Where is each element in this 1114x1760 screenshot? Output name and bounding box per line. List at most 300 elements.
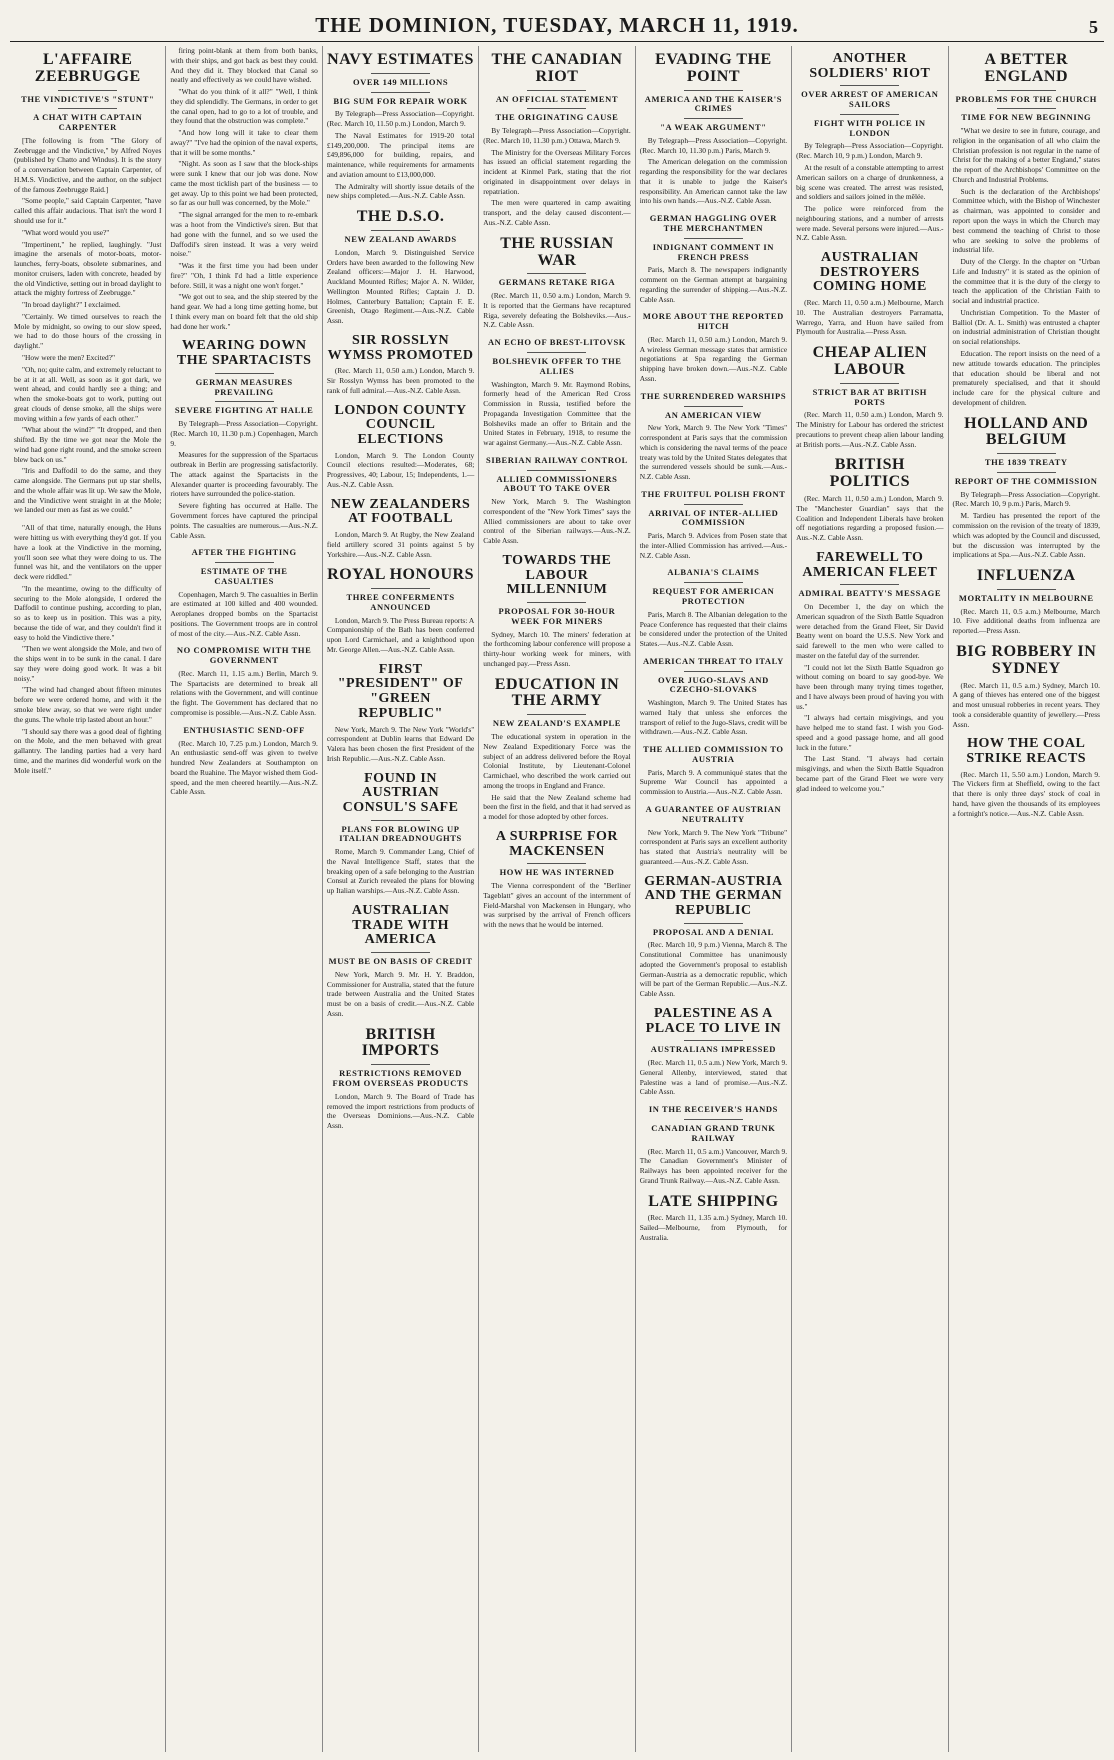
article-paragraph: "Night. As soon as I saw that the block-ships were sunk I knew that our job was done. Now came the most ticklish part of the business — to get away. Up to this point we had been protected, so far as our hull was concerned, by the Mole." [170,159,318,208]
article-body [640,1058,787,1097]
article-body [640,1147,787,1186]
article-paragraph: "What we desire to see in future, courage, and religion in the organisation of all who claim the Christian profession is not regular in the name of Christ for the making of a better England," states the report of the Archbishops' Committee on the Church and Industrial Problems. [952,126,1100,184]
article-headline: NAVY ESTIMATES [327,51,474,68]
article-body [640,698,787,737]
article-paragraph: London, March 9. At Rugby, the New Zealand field artillery scored 31 points against 5 by Yorkshire.—Aus.-N.Z. Cable Assn. [326,530,475,559]
article-body [640,423,787,482]
article-headline: BIG ROBBERY IN SYDNEY [956,642,1097,677]
article-paragraph: "What word would you use?" [22,227,110,237]
article-paragraph: "The wind had changed about fifteen minutes before we were ordered home, and with it the smoke blew away, so that we were right under the guns. The whole trip lasted about an hour." [14,685,162,724]
headline-rule [684,118,743,119]
headline-rule [371,1064,430,1065]
article-body [327,366,474,395]
article-headline: BRITISH IMPORTS [361,1025,440,1060]
headline-rule [371,92,430,93]
article-subhead: ARRIVAL OF INTER-ALLIED COMMISSION [648,507,779,528]
article-body [483,291,630,330]
article-paragraph: (Rec. March 11, 0.50 a.m.) London, March 9. It is reported that the Germans have recaptured Riga, severely defeating the Bolsheviks.—Aus.-N.Z. Cable Assn. [483,291,631,330]
article-headline: AUSTRALIAN TRADE WITH AMERICA [351,903,450,948]
article-paragraph: By Telegraph—Press Association—Copyright. (Rec. March 10, 11.30 p.m.) Copenhagen, March 9. [170,419,318,448]
article-paragraph: The Admiralty will shortly issue details of the new ships completed.—Aus.-N.Z. Cable Assn. [326,181,475,201]
article-paragraph: (Rec. March 11, 0.5 a.m.) Vancouver, March 9. The Canadian Government's Minister of Railways has been appointed receiver for the Grand Trunk Railway.—Aus.-N.Z. Cable Assn. [639,1146,788,1185]
article [796,551,943,794]
article-headline: SIR ROSSLYN WYMSS PROMOTED [327,332,474,363]
article-subhead: SEVERE FIGHTING AT HALLE [174,405,314,416]
article-headline: THE D.S.O. [356,208,445,226]
article-paragraph: "Oh, no; quite calm, and extremely reluctant to be at it at all. Well, as soon as it got dark, we went ahead, and could hardly see a thing; and when the smoke-boats got to work, putting out great clouds of dense smoke, all the ships were moving within a few yards of each other." [14,364,162,423]
article-headline: CHEAP ALIEN LABOUR [812,344,928,379]
article-paragraph: The American delegation on the commission regarding the responsibility for the war declares that it is unable to judge the Kaiser's responsibility. An American cannot take the law into his own hands.—Aus.-N.Z. Cable Assn. [639,157,788,206]
article [327,663,474,764]
article-paragraph: Copenhagen, March 9. The casualties in Berlin are estimated at 100 killed and 400 wounded. Aeroplanes dropped bombs on the Spartacist positions. The Government troops are in control of most of the city.—Aus.-N.Z. Cable Assn. [170,589,318,638]
article [796,251,943,337]
article-paragraph: Duty of the Clergy. In the chapter on "Urban Life and Industry" it is stated as the opinion of the committee that it is the duty of the clergy to teach the application of the Christian Faith to social and industrial practice. [952,257,1100,306]
article-paragraph: (Rec. March 10, 9 p.m.) Vienna, March 8. The Constitutional Committee has unanimously adopted the Government's proposal to establish German-Austria as a democratic republic, which will be part of the German Republic.—Aus.-N.Z. Cable Assn. [639,940,788,999]
article-subhead: ENTHUSIASTIC SEND-OFF [183,724,305,735]
article-headline: PALESTINE AS A PLACE TO LIVE IN [645,1006,782,1036]
headline-rule [684,238,743,239]
column-1 [10,46,166,1752]
headline-rule [684,582,743,583]
article-paragraph: "Then we went alongside the Mole, and two of the ships went in to be sunk in the canal. I dare say they were doing good work. It was a bit noisy." [14,644,162,683]
article-body [640,828,787,867]
newspaper-title: THE DOMINION, TUESDAY, MARCH 11, 1919. [315,13,799,37]
article [14,52,161,515]
article [640,490,787,561]
article-body [796,298,943,337]
article-paragraph: "All of that time, naturally enough, the Huns were hitting us with everything they'd got. If you have a look at the Vindictive in the morning, you'll soon see what they were doing to us. The funnel was hit, and the ventilators on the upper deck were riddled." [14,523,162,582]
article [170,646,317,717]
article-headline: EDUCATION IN THE ARMY [494,675,620,710]
article-paragraph: Such is the declaration of the Archbishops' Committee which, with the Bishop of Winchester as chairman, was appointed to consider and report upon the ways in which the Church may best commend the teaching of Christ to those who are seeking to solve the problems of industrial life. [952,186,1100,255]
article [327,772,474,896]
article-body [14,523,161,775]
article-body [483,380,630,448]
article-subhead: SIBERIAN RAILWAY CONTROL [486,454,628,465]
article-subhead: THE FRUITFUL POLISH FRONT [641,488,786,499]
article-paragraph: (Rec. March 11, 0.50 a.m.) London, March 9. The "Manchester Guardian" says that the Coalition and Independent Liberals have broken off negotiations regarding a proposed fusion.—Aus.-N.Z. Cable Assn. [796,494,944,543]
article-subhead: NEW ZEALAND'S EXAMPLE [492,718,622,729]
article-subhead: MUST BE ON BASIS OF CREDIT [328,956,473,967]
headline-rule [997,108,1056,109]
article-body [170,419,317,540]
article-paragraph: New York, March 9. The New York "Tribune" correspondent at Paris says an excellent authority has stated that Austria's neutrality will be guaranteed.—Aus.-N.Z. Cable Assn. [639,827,788,866]
article [640,1194,787,1243]
article [953,52,1100,408]
article-body [483,126,630,228]
article-headline: NEW ZEALANDERS AT FOOTBALL [330,496,471,527]
article-subhead: GERMAN HAGGLING OVER THE MERCHANTMEN [649,213,778,234]
column-6 [792,46,948,1752]
article-subhead: PROPOSAL FOR 30-HOUR WEEK FOR MINERS [498,606,616,626]
article-paragraph: Measures for the suppression of the Spartacus outbreak in Berlin are progressing satisfactorily. The attack against the Spartacists in the Alexander quarter is proceeding favourably. The rioters have surrounded the police-station. [170,450,318,499]
article [170,339,317,540]
article-paragraph: The educational system in operation in the New Zealand Expeditionary Force was the subject of an address delivered before the Royal Colonial Institute, by Lieutenant-Colonel Carmichael, who described the work carried out among the troops in England and France. [483,732,631,790]
article-headline: L'AFFAIRE ZEEBRUGGE [34,51,141,85]
article-paragraph: "Some people," said Captain Carpenter, "have called this affair audacious. That isn't the word I should use for it." [14,196,162,226]
article-subhead: AMERICA AND THE KAISER'S CRIMES [644,93,783,114]
article-body [796,410,943,449]
article [640,1105,787,1185]
article [170,726,317,797]
article-paragraph: New York, March 9. The New York "Times" correspondent at Paris says that the commission which is considering the naval terms of the peace treaty was told by the United States delegates that the surrendered vessels should be sunk.—Aus.-N.Z. Cable Assn. [639,423,788,482]
article-headline: INFLUENZA [976,567,1076,585]
article-subhead: THE ALLIED COMMISSION TO AUSTRIA [643,744,784,764]
article-paragraph: The Vienna correspondent of the "Berliner Tageblatt" gives an account of the internment of Field-Marshal von Mackensen in Hungary, who was surprised by the arrival of French officers with the news that he would be interned. [483,881,631,930]
article-paragraph: (Rec. March 11, 0.50 a.m.) Melbourne, March 10. The Australian destroyers Parramatta, Warrego, Yarra, and Huon have sailed from Plymouth for Australia.—Press Assn. [796,298,944,337]
article-paragraph: Paris, March 9. A communiqué states that the Supreme War Council has appointed a commission to Austria.—Aus.-N.Z. Cable Assn. [639,767,788,797]
headline-rule [997,589,1056,590]
article-headline: LATE SHIPPING [648,1192,779,1210]
article-subhead: TIME FOR NEW BEGINNING [961,112,1092,123]
article-paragraph: "In broad daylight?" I exclaimed. [22,300,121,310]
article-subhead: AFTER THE FIGHTING [191,547,297,558]
article-paragraph: The Ministry for the Overseas Military Forces has issued an official statement regarding the incident at Kinmel Park, stating that the riot originated in disappointment over delays in repatriation. [483,147,631,196]
article-paragraph: "What do you think of it all?" "Well, I think they did splendidly. The Germans, in order to get the canal open, had to go to a lot of trouble, and they found that the obstruction was complete." [170,87,318,126]
article [640,745,787,797]
article-paragraph: (Rec. March 10, 7.25 p.m.) London, March 9. An enthusiastic send-off was given to twelve hundred New Zealanders at Southampton on board the Ruahine. The Mayor wished them God-speed, and the men cheered heartily.—Aus.-N.Z. Cable Assn. [170,738,318,797]
headline-rule [58,108,117,109]
article-subhead: ALLIED COMMISSIONERS ABOUT TO TAKE OVER [496,473,618,494]
article-paragraph: "I always had certain misgivings, and you have helped me to stand fast. I wish you God-speed and a good passage home, and all good luck in the future." [796,713,944,752]
headline-rule [371,230,430,231]
article [327,52,474,201]
article-paragraph: "Impertinent," he replied, laughingly. "Just imagine the arsenals of motor-boats, motor-launches, ferry-boats, obsolete submarines, and monitor cruisers, laden with concrete, headed by the old Vindictive, setting out in broad daylight to attack the mighty fortress of Zeebrugge." [14,239,162,298]
article-body [953,770,1100,819]
article-paragraph: "We got out to sea, and the ship steered by the hand gear. We had a long time getting home, but I think every man on board felt that the old ship had done her work." [170,292,318,331]
article-body [14,136,161,515]
article-subhead: A CHAT WITH CAPTAIN CARPENTER [33,112,143,133]
article-body [640,531,787,560]
article-subhead: STRICT BAR AT BRITISH PORTS [812,386,928,407]
article-paragraph: (Rec. March 11, 0.5 a.m.) Sydney, March 10. A gang of thieves has entered one of the biggest and most unusual robberies in recent years. They took a considerable quantity of jewellery.—Press Assn. [952,680,1100,729]
article-paragraph: "And how long will it take to clear them away?" "I've had the opinion of the naval experts, that it will be some months." [170,128,318,157]
article-paragraph: Sydney, March 10. The miners' federation at the forthcoming labour conference will propose a thirty-hour working week for miners, with unchanged pay.—Press Assn. [483,629,631,668]
article [327,404,474,490]
headline-rule [527,470,586,471]
article-headline: THE CANADIAN RIOT [491,51,623,85]
headline-rule [527,352,586,353]
headline-rule [684,1119,743,1120]
article-subhead: "A WEAK ARGUMENT" [660,122,767,133]
article-paragraph: London, March 9. The Board of Trade has removed the import restrictions from products of the Overseas Dominions.—Aus.-N.Z. Cable Assn. [326,1091,475,1131]
article-subhead: FIGHT WITH POLICE IN LONDON [814,117,926,138]
article-body [170,669,317,718]
article-paragraph: Washington, March 9. The United States has warned Italy that unless she enforces the transport of relief to the Jugo-Slavs, credit will be withdrawn.—Aus.-N.Z. Cable Assn. [639,698,788,737]
article-paragraph: M. Tardieu has presented the report of the commission on the revision of the treaty of 1839, which was adopted by the Council and discussed, but the discussion was interrupted by the implications at Spa.—Aus.-N.Z. Cable Assn. [952,511,1100,560]
headline-rule [997,453,1056,454]
article [327,498,474,560]
article [640,52,787,206]
headline-rule [527,714,586,715]
article [640,805,787,867]
headline-rule [58,90,117,91]
article-body [327,725,474,764]
article-headline: FOUND IN AUSTRIAN CONSUL'S SAFE [342,770,459,815]
article-paragraph: The men were quartered in camp awaiting transport, and the delay caused discontent.—Aus.-N.Z. Cable Assn. [483,198,631,228]
article-subhead: THREE CONFERMENTS ANNOUNCED [346,592,455,612]
article-subhead: THE ORIGINATING CAUSE [495,112,619,123]
article-body [640,335,787,384]
headline-rule [527,90,586,91]
article-subhead: BIG SUM FOR REPAIR WORK [333,95,468,106]
article-paragraph: By Telegraph—Press Association—Copyright. (Rec. March 10, 11.50 p.m.) London, March 9. [326,109,475,129]
article-headline: AUSTRALIAN DESTROYERS COMING HOME [812,250,927,295]
article-paragraph: Washington, March 9. Mr. Raymond Robins, formerly head of the American Red Cross Commission in Russia, testified before the Propaganda Investigation Committee that the Bolsheviks made an offer to Britain and the United States in February, 1918, to resume the war against Germany.—Aus.-N.Z. Cable Assn. [483,379,631,448]
article-paragraph: Paris, March 8. The newspapers indignantly comment on the German attempt at bargaining regarding the surrender of shipping.—Aus.-N.Z. Cable Assn. [639,265,788,304]
headline-rule [527,602,586,603]
article-paragraph: The police were reinforced from the neighbouring stations, and a number of arrests were made. Several persons were injured.—Aus.-N.Z. Cable Assn. [796,204,944,243]
headline-rule [215,373,274,374]
article-body [953,607,1100,636]
article-paragraph: (Rec. March 11, 1.15 a.m.) Berlin, March 9. The Spartacists are determined to break all relations with the Government, and will continue the fight. The Government has declared that no compromise is possible.—Aus.-N.Z. Cable Assn. [170,668,318,718]
article-subhead: IN THE RECEIVER'S HANDS [648,1104,778,1115]
article-subhead: OVER 149 MILLIONS [352,76,449,87]
article-headline: ANOTHER SOLDIERS' RIOT [809,51,931,81]
article-body [640,265,787,304]
article [953,416,1100,560]
article [327,334,474,396]
article-paragraph: By Telegraph—Press Association—Copyright. (Rec. March 10, 11.30 p.m.) Ottawa, March 9. [483,126,631,145]
article-subhead: AN ECHO OF BREST-LITOVSK [487,337,627,348]
article [796,457,943,542]
article-body [640,1213,787,1242]
article-subhead: RESTRICTIONS REMOVED FROM OVERSEAS PRODUCTS [332,1068,469,1089]
article-subhead: HOW HE WAS INTERNED [499,867,615,878]
article-subhead: CANADIAN GRAND TRUNK RAILWAY [651,1122,776,1143]
article-paragraph: (Rec. March 11, 0.50 a.m.) London, March 9. The Ministry for Labour has ordered the strictest precautions to prevent cheap alien labour landing at British ports.—Aus.-N.Z. Cable Assn. [796,410,944,449]
article-paragraph: Severe fighting has occurred at Halle. The Government forces have captured the principal points. The casualties are numerous.—Aus.-N.Z. Cable Assn. [170,501,318,540]
headline-rule [215,562,274,563]
article-subhead: AN OFFICIAL STATEMENT [495,93,619,104]
headline-rule [527,108,586,109]
headline-rule [840,114,899,115]
article-body [483,732,630,822]
article-subhead: THE SURRENDERED WARSHIPS [640,390,787,401]
headline-rule [371,820,430,821]
article [327,209,474,326]
article-body [170,739,317,798]
article [327,567,474,654]
article-subhead: AMERICAN THREAT TO ITALY [642,655,784,666]
article [640,657,787,737]
article-paragraph: The Naval Estimates for 1919-20 total £149,200,000. The principal items are £49,896,000 for building, repairs, and maintenance, while requirements for armaments and aviation amount to £13,000,000. [326,130,475,179]
headline-rule [371,952,430,953]
article-paragraph: "In the meantime, owing to the difficulty of securing to the Mole alongside, I ordered the Daffodil to continue pushing, according to plan, so as to keep us in position. This was a pity, because the tide of war, and they couldn't find it easy to hold the Vindictive there." [14,583,162,642]
headline-rule [684,671,743,672]
article-subhead: PLANS FOR BLOWING UP ITALIAN DREADNOUGHTS [339,823,462,844]
headline-rule [371,73,430,74]
article-body [796,602,943,794]
article [953,568,1100,636]
article-paragraph: By Telegraph—Press Association—Copyright. (Rec. March 10, 9 p.m.) Paris, March 9. [952,489,1100,509]
article-subhead: BOLSHEVIK OFFER TO THE ALLIES [492,355,622,376]
headline-rule [684,504,743,505]
article-subhead: OVER JUGO-SLAVS AND CZECHO-SLOVAKS [657,674,769,695]
article-subhead: MORTALITY IN MELBOURNE [958,592,1094,603]
article-paragraph: Paris, March 8. The Albanian delegation to the Peace Conference has requested that their claims be considered under the protection of the United States.—Aus.-N.Z. Cable Assn. [639,609,788,649]
article-subhead: OVER ARREST OF AMERICAN SAILORS [801,89,939,110]
article-subhead: MORE ABOUT THE REPORTED HITCH [642,311,784,332]
article [640,875,787,999]
article-paragraph: "How were the men? Excited?" [22,352,116,362]
headline-rule [371,588,430,589]
article [170,46,317,331]
article-headline: THE RUSSIAN WAR [500,234,614,269]
article-paragraph: Rome, March 9. Commander Lang, Chief of the Naval Intelligence Staff, states that the breaking open of a safe belonging to the Austrian Consul at Zurich revealed the plans for blowing up Italian warships.—Aus.-N.Z. Cable Assn. [326,847,475,896]
column-2 [166,46,322,1752]
article-body [327,451,474,490]
article [483,236,630,330]
article-subhead: ADMIRAL BEATTY'S MESSAGE [798,588,942,599]
article-paragraph: The Last Stand. "I always had certain misgivings, and when the Sixth Battle Squadron became part of the Grand Fleet we were very glad indeed to welcome you." [796,754,944,793]
article-subhead: INDIGNANT COMMENT IN FRENCH PRESS [652,241,775,262]
article-headline: FIRST "PRESIDENT" OF "GREEN REPUBLIC" [337,661,464,721]
headline-rule [527,863,586,864]
article-body [483,630,630,669]
article [953,737,1100,818]
article [483,338,630,448]
article-body [483,881,630,930]
article-headline: A SURPRISE FOR MACKENSEN [495,828,619,859]
article [327,904,474,1019]
article-subhead: A GUARANTEE OF AUSTRIAN NEUTRALITY [645,804,782,824]
column-grid [10,46,1104,1752]
article-headline: HOLLAND AND BELGIUM [964,414,1089,449]
article-subhead: REPORT OF THE COMMISSION [954,475,1098,486]
column-7 [949,46,1104,1752]
article-headline: BRITISH POLITICS [829,456,911,491]
article [796,52,943,243]
article-paragraph: "Certainly. We timed ourselves to reach the Mole by midnight, so owing to our slow speed, we had to do those hours of the crossing in daylight." [14,311,162,351]
masthead [10,8,1104,42]
article-subhead: PROPOSAL AND A DENIAL [652,926,774,937]
article-paragraph: firing point-blank at them from both banks, with their ships, and got back as best they could. And they did it. They blocked that Canal so neatly and effectively as we could have wished. [170,46,318,85]
article-subhead: GERMANS RETAKE RIGA [498,277,616,288]
article-paragraph: On December 1, the day on which the American squadron of the Sixth Battle Squadron were detached from the Grand Fleet, Sir David Beatty went on board the U.S.S. New York and said farewell to the men who were called to master on the fateful day of the surrender. [796,601,944,660]
article-subhead: AN AMERICAN VIEW [664,409,762,420]
article-paragraph: [The following is from "The Glory of Zeebrugge and the Vindictive," by Alfred Noyes (published by Chatto and Windus). It is the story of a conversation between Captain Carpenter, of H.M.S. Vindictive, and the author, on the subject of the famous Zeebrugge Raid.] [14,135,162,194]
article-subhead: ALBANIA'S CLAIMS [667,567,760,578]
article-body [640,768,787,797]
article-paragraph: At the result of a constable attempting to arrest American sailors on a charge of drunkenness, a big scene was created. The arrest was resisted, and soldiers and sailors joined in the mêlée. [796,162,944,202]
article-paragraph: "Was it the first time you had been under fire?" "Oh, I think I'd had a little experience before. Still, it was a night one won't forget." [170,261,318,290]
article-headline: LONDON COUNTY COUNCIL ELECTIONS [334,402,467,447]
article [796,345,943,449]
article-subhead: NO COMPROMISE WITH THE GOVERNMENT [176,645,312,666]
article-body [953,681,1100,730]
article-body [953,126,1100,407]
column-4 [479,46,635,1752]
headline-rule [840,383,899,384]
article-subhead: PROBLEMS FOR THE CHURCH [955,93,1097,104]
article-body [170,590,317,639]
article [640,214,787,304]
page-number: 5 [1089,17,1098,37]
article [640,392,787,482]
article-paragraph: (Rec. March 11, 0.5 a.m.) New York, March 9. General Allenby, interviewed, stated that Palestine was a land of promise.—Aus.-N.Z. Cable Assn. [639,1058,788,1097]
article [483,456,630,546]
article-paragraph: By Telegraph—Press Association—Copyright. (Rec. March 10, 9 p.m.) London, March 9. [796,141,944,161]
article-paragraph: London, March 9. Distinguished Service Orders have been awarded to the following New Zealand officers:—Major J. H. Harwood, Auckland Mounted Rifles; Major A. N. Wilder, Wellington Mounted Rifles; Captain J. D. Holmes, Canterbury Battalion; Captain F. E. Greenish, Otago Regiment.—Aus.-N.Z. Cable Assn. [326,247,475,326]
article-paragraph: "The signal arranged for the men to re-embark was a hoot from the Vindictive's siren. But that had gone with the funnel, and so we used the Daffodil's siren instead. It was a very weird noise." [170,210,318,259]
article [640,568,787,648]
article [953,644,1100,729]
article-paragraph: London, March 9. The London County Council elections resulted:—Moderates, 68; Progressives, 40; Labour, 15; Independents, 1.—Aus.-N.Z. Cable Assn. [326,450,475,489]
article-body [796,494,943,543]
article-body [640,940,787,999]
article-paragraph: "I should say there was a good deal of fighting on the Mole, and the men behaved with great gallantry. The landing parties had a very hard time, and the marines did wonderful work on the Mole itself." [14,726,162,775]
headline-rule [527,273,586,274]
article-paragraph: (Rec. March 11, 0.5 a.m.) Melbourne, March 10. Five additional deaths from influenza are reported.—Press Assn. [952,606,1100,636]
column-5 [636,46,792,1752]
article-body [327,1092,474,1131]
article-subhead: THE VINDICTIVE'S "STUNT" [21,93,155,104]
article-body [327,530,474,559]
article-headline: WEARING DOWN THE SPARTACISTS [176,338,312,369]
article [170,548,317,638]
article [14,523,161,775]
article-paragraph: (Rec. March 11, 1.35 a.m.) Sydney, March 10. Sailed—Melbourne, from Plymouth, for Australia. [639,1213,788,1242]
article-subhead: NEW ZEALAND AWARDS [344,234,457,245]
article-subhead: REQUEST FOR AMERICAN PROTECTION [652,586,775,606]
article-paragraph: (Rec. March 11, 0.50 a.m.) London, March 9. A wireless German message states that armistice negotiations at Spa regarding the German shipping have broken down.—Aus.-N.Z. Cable Assn. [639,334,788,383]
headline-rule [684,1040,743,1041]
article-headline: EVADING THE POINT [655,51,772,85]
headline-rule [684,90,743,91]
article-body [796,141,943,243]
article-body [327,970,474,1019]
headline-rule [684,923,743,924]
article-paragraph: (Rec. March 11, 5.50 a.m.) London, March 9. The Vickers firm at Sheffield, owing to the fact that there is only three days' stock of coal in hand, have given the thousands of its employees a fortnight's notice.—Aus.-N.Z. Cable Assn. [952,769,1100,818]
article-paragraph: "I could not let the Sixth Battle Squadron go without coming on board to say good-bye. We have been through many trying times together, and I have always been proud of having you with us." [796,662,944,711]
article-paragraph: London, March 9. The Press Bureau reports: A Companionship of the Bath has been conferred upon Lord Carmichael, and a knighthood upon Mr. George Allen.—Aus.-N.Z. Cable Assn. [326,615,475,654]
article-subhead: ESTIMATE OF THE CASUALTIES [200,566,288,586]
article-body [640,136,787,206]
article-subhead: GERMAN MEASURES PREVAILING [195,376,293,397]
article-paragraph: New York, March 9. The New York "World's" correspondent at Dublin learns that Edward De Valera has been chosen the first President of the Irish Republic.—Aus.-N.Z. Cable Assn. [326,724,475,763]
article-body [327,616,474,655]
article [483,830,630,930]
article-body [640,610,787,649]
article-paragraph: "Iris and Daffodil to do the same, and they came alongside. The Germans put up star shells, and the whole affair was lit up. We saw the Mole, and the Vindictive went straight in at the Mole; we landed our men as fast as we could." [14,466,162,515]
article [483,677,630,822]
article [327,1027,474,1131]
article-headline: HOW THE COAL STRIKE REACTS [966,736,1087,767]
article-paragraph: Unchristian Competition. To the Master of Balliol (Dr. A. L. Smith) was entrusted a chapter on industrial administration of Christian thought on social relationships. [952,307,1100,347]
article-body [953,490,1100,560]
article-body [327,248,474,326]
article-paragraph: Education. The report insists on the need of a new attitude towards education. The principles that education should be liberal and not prematurely specialised, and that it should include care for the physical culture and development of children. [952,348,1100,407]
column-3 [323,46,479,1752]
article-headline: GERMAN-AUSTRIA AND THE GERMAN REPUBLIC [644,873,783,918]
article-paragraph: He said that the New Zealand scheme had been the first in the field, and that it had served as a model for those adopted by other forces. [483,792,631,822]
article-paragraph: New York, March 9. Mr. H. Y. Braddon, Commissioner for Australia, stated that the future trade between Australia and the United States must be on a basis of credit.—Aus.-N.Z. Cable Assn. [326,969,475,1018]
article [483,554,630,669]
headline-rule [215,401,274,402]
headline-rule [997,472,1056,473]
article-subhead: THE 1839 TREATY [984,457,1068,468]
article [640,312,787,383]
article-subhead: AUSTRALIANS IMPRESSED [650,1044,777,1055]
article-body [483,497,630,546]
article-body [170,46,317,331]
article [640,1007,787,1097]
article-body [327,109,474,201]
headline-rule [840,584,899,585]
headline-rule [684,406,743,407]
article-paragraph: "What about the wind?" "It dropped, and then shifted. By the time we got near the Mole the wind had gone right round, and the smoke screen blew back on us." [14,425,162,464]
